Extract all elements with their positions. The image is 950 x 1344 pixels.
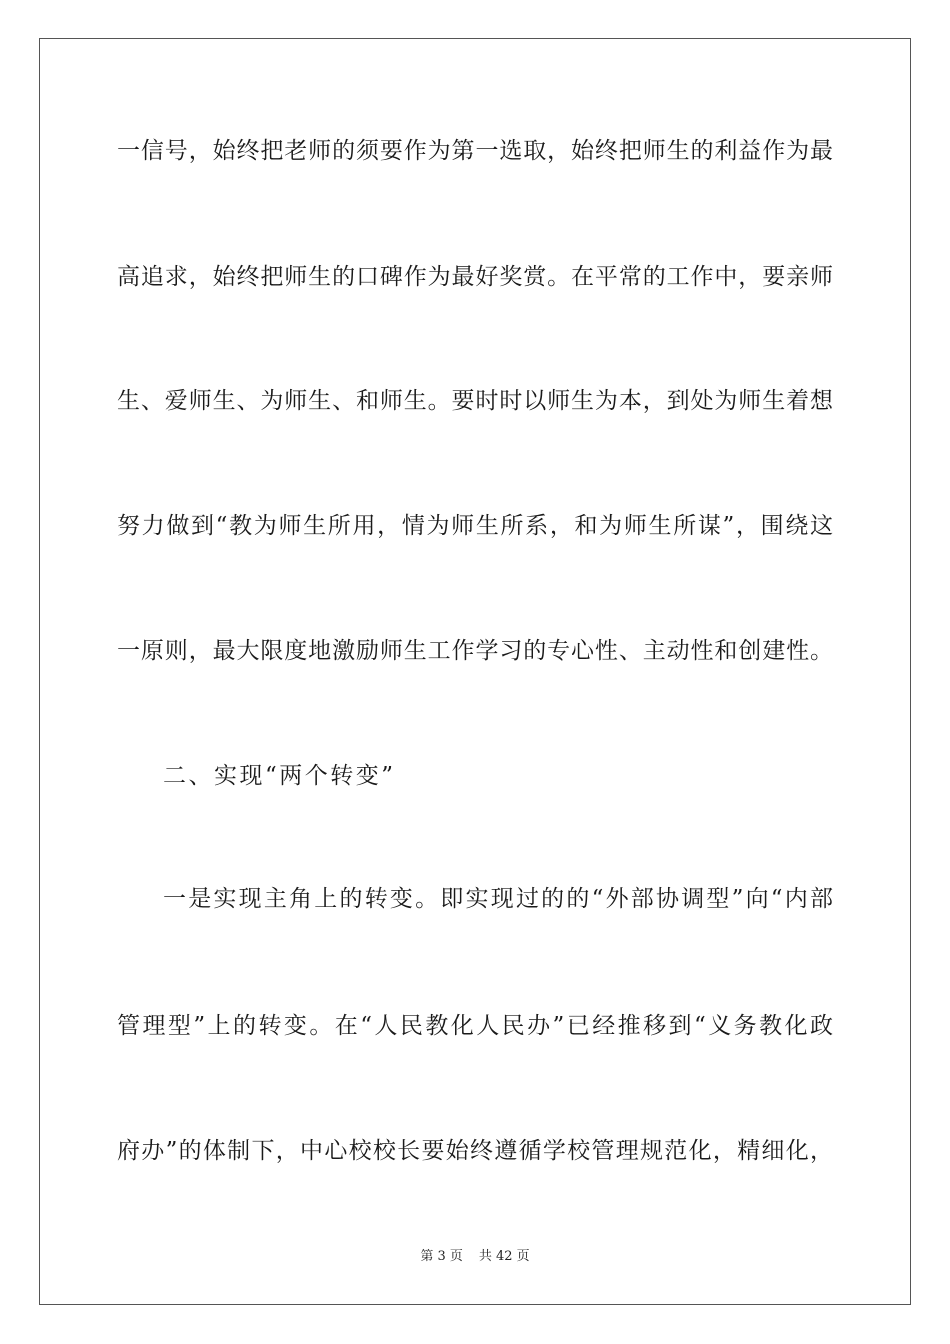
page-number: 第 3 页 (420, 1249, 463, 1264)
paragraph-line: 努力做到“教为师生所用，情为师生所系，和为师生所谋”，围绕这 (117, 513, 833, 539)
page-frame (39, 38, 911, 1305)
page-total: 共 42 页 (478, 1249, 530, 1264)
section-heading: 二、实现“两个转变” (163, 763, 396, 789)
paragraph-line: 生、爱师生、为师生、和师生。要时时以师生为本，到处为师生着想 (117, 388, 833, 414)
paragraph-line: 高追求，始终把师生的口碑作为最好奖赏。在平常的工作中，要亲师 (117, 264, 833, 290)
paragraph-line: 府办”的体制下，中心校校长要始终遵循学校管理规范化，精细化， (117, 1138, 833, 1164)
paragraph-line: 管理型”上的转变。在“人民教化人民办”已经推移到“义务教化政 (117, 1013, 833, 1039)
paragraph-line: 一原则，最大限度地激励师生工作学习的专心性、主动性和创建性。 (117, 638, 833, 664)
paragraph-line: 一信号，始终把老师的须要作为第一选取，始终把师生的利益作为最 (117, 138, 833, 164)
page-footer (0, 1248, 950, 1266)
paragraph-line: 一是实现主角上的转变。即实现过的的“外部协调型”向“内部 (163, 886, 833, 912)
